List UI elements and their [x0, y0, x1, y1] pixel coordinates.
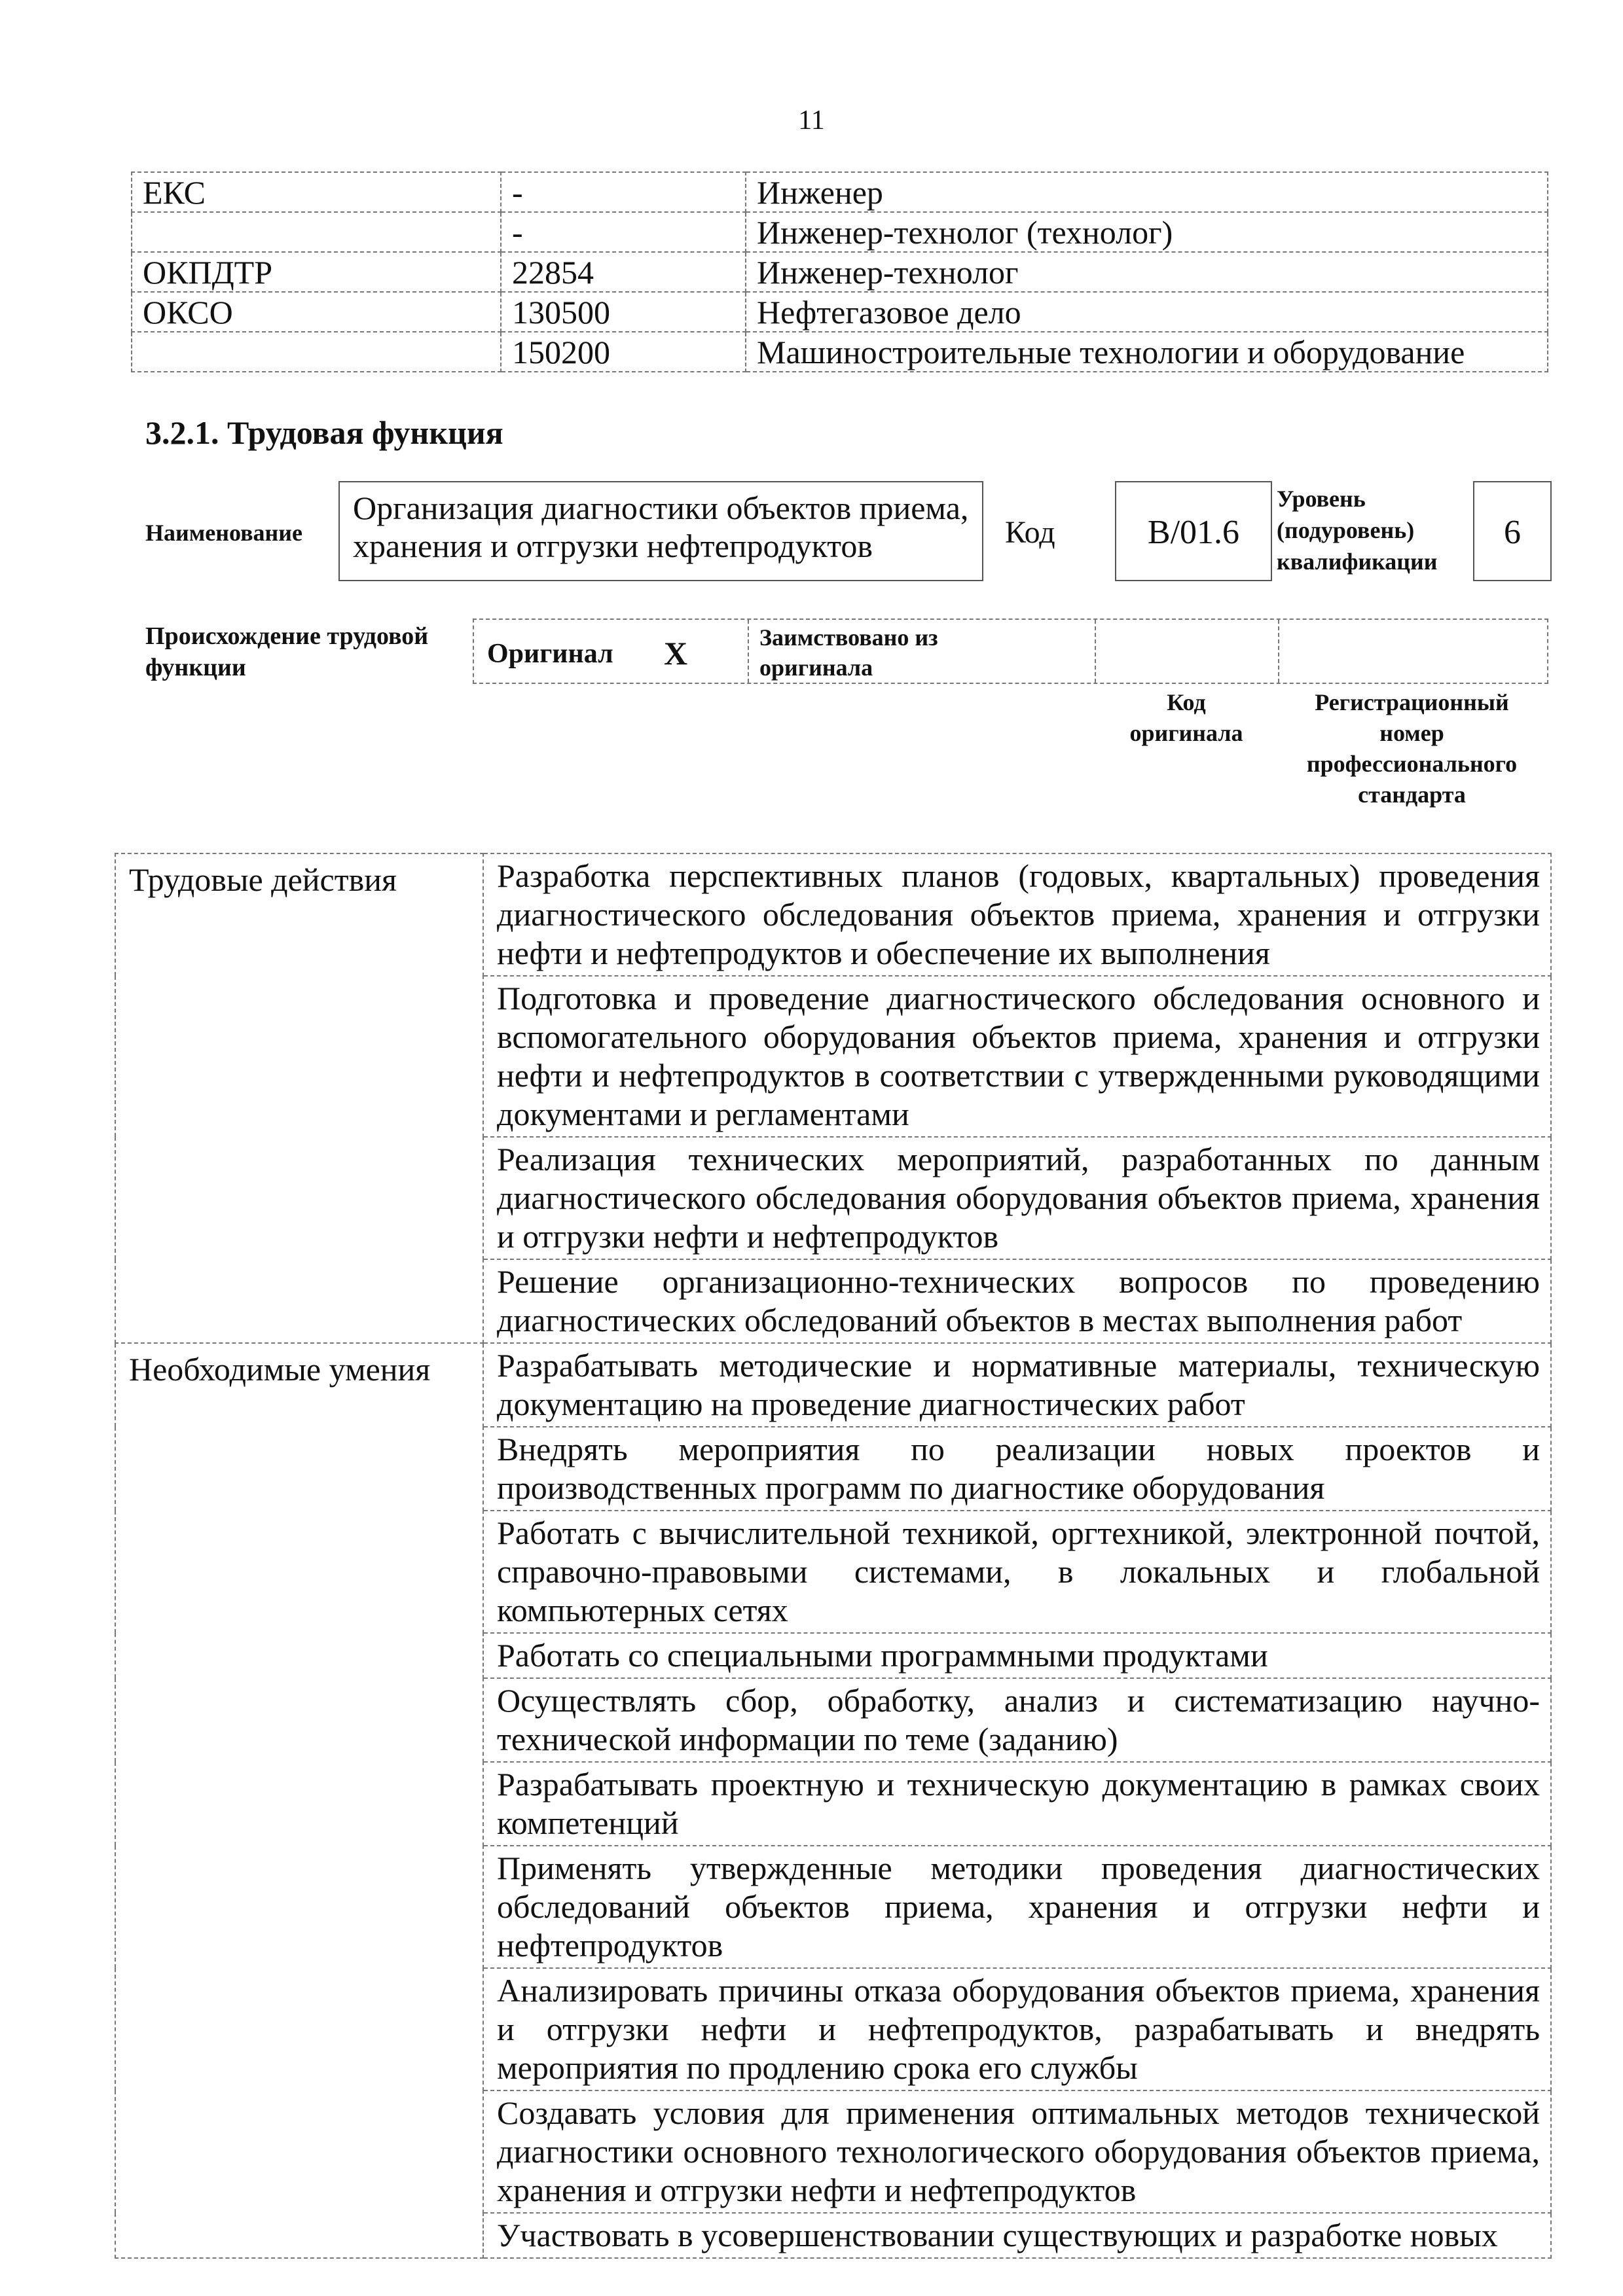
original-mark: X — [664, 635, 688, 672]
page-number: 11 — [798, 105, 825, 135]
labor-action-item: Подготовка и проведение диагностического обследования основного и вспомогательного оборудования объектов приема, хранения и отгрузки нефти и нефтепродуктов в соответствии с утвержденными руководящими документами и регламентами — [483, 976, 1551, 1137]
name-label: Наименование — [145, 520, 302, 546]
class-title: Машиностроительные технологии и оборудование — [746, 332, 1548, 372]
labor-action-item: Реализация технических мероприятий, разработанных по данным диагностического обследования оборудования объектов приема, хранения и отгрузки нефти и нефтепродуктов — [483, 1137, 1551, 1259]
skill-item: Работать с вычислительной техникой, оргтехникой, электронной почтой, справочно-правовыми системами, в локальных и глобальной компьютерных сетях — [483, 1511, 1551, 1633]
table-row — [132, 172, 1548, 212]
class-title: Инженер — [746, 172, 1548, 212]
table-row — [115, 1343, 1551, 1427]
borrowed-label — [759, 622, 938, 683]
class-name — [132, 332, 501, 372]
class-name: ОКПДТР — [132, 252, 501, 292]
borrowed-label-line: оригинала — [759, 655, 873, 681]
origin-reg-cell — [1279, 620, 1547, 683]
class-code: - — [501, 212, 746, 252]
class-code: 22854 — [501, 252, 746, 292]
class-name — [132, 212, 501, 252]
required-skills-label: Необходимые умения — [115, 1343, 483, 2258]
function-name-line: Организация диагностики объектов приема, — [353, 490, 969, 526]
class-code: 150200 — [501, 332, 746, 372]
function-details-table — [115, 853, 1552, 2259]
origin-row — [473, 619, 1548, 684]
table-row — [132, 332, 1548, 372]
origin-original-cell — [474, 620, 749, 683]
origin-code-cell — [1096, 620, 1279, 683]
skill-item: Работать со специальными программными продуктами — [483, 1633, 1551, 1678]
origin-borrowed-cell — [749, 620, 1096, 683]
labor-action-item: Разработка перспективных планов (годовых, квартальных) проведения диагностического обследования объектов приема, хранения и отгрузки нефти и нефтепродуктов и обеспечение их выполнения — [483, 853, 1551, 976]
original-code-label-line: оригинала — [1129, 720, 1243, 746]
original-code-label-line: Код — [1167, 689, 1206, 715]
class-title: Нефтегазовое дело — [746, 292, 1548, 332]
skill-item: Создавать условия для применения оптимальных методов технической диагностики основного технологического оборудования объектов приема, хранения и отгрузки нефти и нефтепродуктов — [483, 2090, 1551, 2213]
registration-number-label — [1278, 687, 1546, 810]
skill-item: Участвовать в усовершенствовании существующих и разработке новых — [483, 2213, 1551, 2258]
skill-item: Применять утвержденные методики проведения диагностических обследований объектов приема, хранения и отгрузки нефти и нефтепродуктов — [483, 1846, 1551, 1968]
table-row — [132, 212, 1548, 252]
level-label-line: (подуровень) — [1277, 517, 1415, 543]
level-label-line: Уровень — [1277, 486, 1366, 512]
skill-item: Анализировать причины отказа оборудования объектов приема, хранения и отгрузки нефти и нефтепродуктов, разрабатывать и внедрять мероприятия по продлению срока его службы — [483, 1968, 1551, 2090]
registration-label-line: номер — [1379, 720, 1444, 746]
class-code: - — [501, 172, 746, 212]
qualification-level: 6 — [1473, 481, 1552, 581]
registration-label-line: стандарта — [1358, 781, 1466, 808]
class-name: ОКСО — [132, 292, 501, 332]
original-code-label — [1095, 687, 1278, 749]
class-name: ЕКС — [132, 172, 501, 212]
level-label — [1277, 483, 1438, 577]
function-name-line: хранения и отгрузки нефтепродуктов — [353, 528, 873, 564]
labor-actions-label: Трудовые действия — [115, 853, 483, 1343]
class-title: Инженер-технолог (технолог) — [746, 212, 1548, 252]
table-row — [132, 252, 1548, 292]
borrowed-label-line: Заимствовано из — [759, 624, 938, 651]
skill-item: Осуществлять сбор, обработку, анализ и систематизацию научно-технической информации по теме (заданию) — [483, 1678, 1551, 1762]
function-code: B/01.6 — [1115, 481, 1272, 581]
class-title: Инженер-технолог — [746, 252, 1548, 292]
function-name-box — [338, 481, 983, 581]
skill-item: Разрабатывать проектную и техническую документацию в рамках своих компетенций — [483, 1762, 1551, 1846]
registration-label-line: Регистрационный — [1315, 689, 1509, 715]
level-label-line: квалификации — [1277, 548, 1438, 575]
origin-label-line: функции — [145, 654, 246, 681]
skill-item: Внедрять мероприятия по реализации новых проектов и производственных программ по диагностике оборудования — [483, 1427, 1551, 1511]
original-label: Оригинал — [487, 639, 613, 669]
labor-action-item: Решение организационно-технических вопросов по проведению диагностических обследований объектов в местах выполнения работ — [483, 1259, 1551, 1343]
code-label: Код — [1005, 515, 1055, 550]
classification-table — [131, 171, 1548, 372]
table-row — [115, 853, 1551, 976]
origin-label — [145, 620, 428, 683]
section-title: 3.2.1. Трудовая функция — [145, 414, 503, 451]
class-code: 130500 — [501, 292, 746, 332]
skill-item: Разрабатывать методические и нормативные материалы, техническую документацию на проведение диагностических работ — [483, 1343, 1551, 1427]
origin-label-line: Происхождение трудовой — [145, 622, 429, 650]
table-row — [132, 292, 1548, 332]
registration-label-line: профессионального — [1306, 751, 1518, 777]
